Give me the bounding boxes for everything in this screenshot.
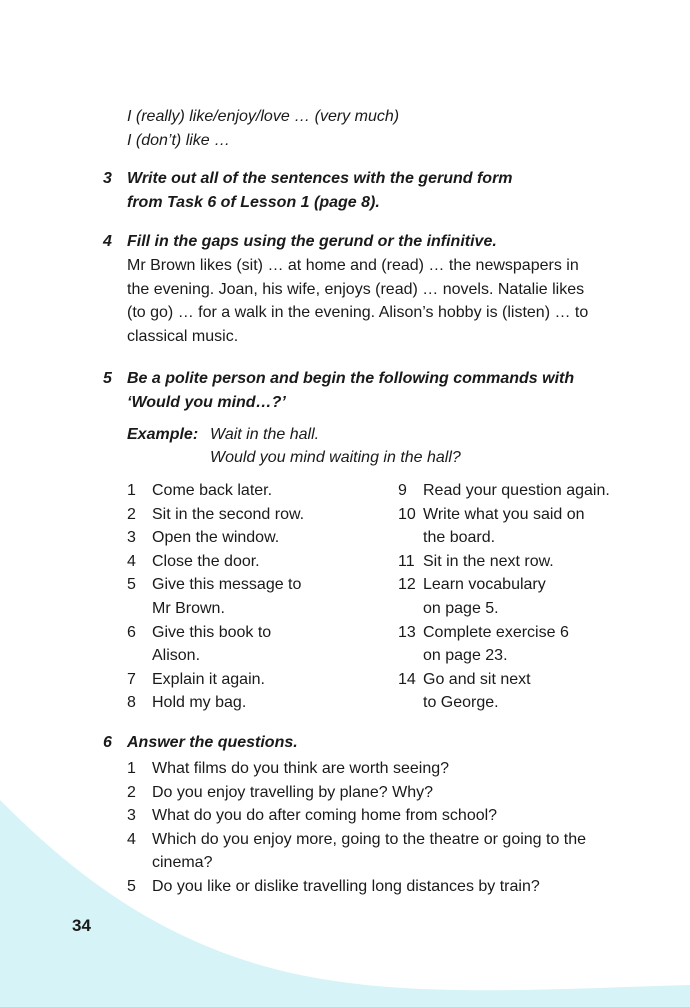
task-4-text-line: (to go) … for a walk in the evening. Alison’s hobby is (listen) … to xyxy=(127,304,589,321)
item-number: 13 xyxy=(398,624,416,641)
command-item-11 xyxy=(398,550,554,574)
command-item-4 xyxy=(127,550,260,574)
command-item-3 xyxy=(127,526,279,550)
task-4-text-line: the evening. Joan, his wife, enjoys (read) … novels. Natalie likes xyxy=(127,281,585,298)
example-line-2: Would you mind waiting in the hall? xyxy=(210,449,461,466)
task-5-number: 5 xyxy=(103,370,112,387)
command-item-5-cont: Mr Brown. xyxy=(152,600,225,617)
item-number: 2 xyxy=(127,506,136,523)
task-4-text-line: Mr Brown likes (sit) … at home and (read) … the newspapers in xyxy=(127,257,579,274)
item-number: 10 xyxy=(398,506,416,523)
item-number: 5 xyxy=(127,576,136,593)
page-number: 34 xyxy=(72,916,91,935)
item-text: Hold my bag. xyxy=(152,694,247,711)
item-number: 4 xyxy=(127,831,136,848)
item-text: What do you do after coming home from school? xyxy=(152,807,498,824)
example-line-1: Wait in the hall. xyxy=(210,426,320,443)
command-item-9 xyxy=(398,479,610,503)
item-text: Write what you said on xyxy=(423,506,585,523)
task-6-number: 6 xyxy=(103,734,112,751)
question-item-3 xyxy=(127,804,497,828)
task-3-number: 3 xyxy=(103,170,112,187)
item-text: Complete exercise 6 xyxy=(423,624,569,641)
task-4-text-line: classical music. xyxy=(127,328,239,345)
item-text: Close the door. xyxy=(152,553,260,570)
item-text: Open the window. xyxy=(152,529,280,546)
command-item-5 xyxy=(127,573,301,597)
item-number: 1 xyxy=(127,482,136,499)
task-5-title-line-2: ‘Would you mind…?’ xyxy=(127,394,286,411)
item-number: 14 xyxy=(398,671,416,688)
intro-line-2: I (don’t) like … xyxy=(127,132,231,149)
item-text: Which do you enjoy more, going to the theatre or going to the xyxy=(152,831,587,848)
item-number: 1 xyxy=(127,760,136,777)
example-label: Example: xyxy=(127,426,199,443)
question-item-4 xyxy=(127,828,586,852)
item-number: 4 xyxy=(127,553,136,570)
command-item-6-cont: Alison. xyxy=(152,647,201,664)
command-item-12-cont: on page 5. xyxy=(423,600,499,617)
question-item-5 xyxy=(127,875,540,899)
item-text: Do you like or dislike travelling long distances by train? xyxy=(152,878,540,895)
item-number: 5 xyxy=(127,878,136,895)
item-number: 8 xyxy=(127,694,136,711)
command-item-2 xyxy=(127,503,304,527)
question-item-1 xyxy=(127,757,449,781)
command-item-14-cont: to George. xyxy=(423,694,499,711)
item-number: 7 xyxy=(127,671,136,688)
command-item-7 xyxy=(127,668,265,692)
command-item-13-cont: on page 23. xyxy=(423,647,508,664)
task-3-title-line-2: from Task 6 of Lesson 1 (page 8). xyxy=(127,194,380,211)
item-number: 11 xyxy=(398,553,415,570)
command-item-8 xyxy=(127,691,246,715)
question-item-4-cont: cinema? xyxy=(152,854,213,871)
item-number: 9 xyxy=(398,482,407,499)
item-text: Give this book to xyxy=(152,624,272,641)
task-5-title-line-1: Be a polite person and begin the following commands with xyxy=(127,370,575,387)
task-4-number: 4 xyxy=(103,233,112,250)
command-item-1 xyxy=(127,479,272,503)
item-number: 2 xyxy=(127,784,136,801)
item-text: What films do you think are worth seeing? xyxy=(152,760,450,777)
item-text: Read your question again. xyxy=(423,482,610,499)
task-3-title-line-1: Write out all of the sentences with the gerund form xyxy=(127,170,513,187)
item-text: Give this message to xyxy=(152,576,302,593)
command-item-10 xyxy=(398,503,585,527)
item-text: Sit in the next row. xyxy=(423,553,554,570)
command-item-14 xyxy=(398,668,531,692)
command-item-13 xyxy=(398,621,569,645)
item-text: Do you enjoy travelling by plane? Why? xyxy=(152,784,434,801)
item-number: 3 xyxy=(127,529,136,546)
item-text: Go and sit next xyxy=(423,671,531,688)
item-text: Learn vocabulary xyxy=(423,576,546,593)
item-number: 6 xyxy=(127,624,136,641)
task-6-title: Answer the questions. xyxy=(127,734,298,751)
intro-line-1: I (really) like/enjoy/love … (very much) xyxy=(127,108,400,125)
item-text: Explain it again. xyxy=(152,671,265,688)
item-number: 3 xyxy=(127,807,136,824)
command-item-12 xyxy=(398,573,546,597)
item-text: Sit in the second row. xyxy=(152,506,305,523)
question-item-2 xyxy=(127,781,433,805)
command-item-10-cont: the board. xyxy=(423,529,496,546)
item-text: Come back later. xyxy=(152,482,273,499)
item-number: 12 xyxy=(398,576,416,593)
task-4-title: Fill in the gaps using the gerund or the infinitive. xyxy=(127,233,497,250)
command-item-6 xyxy=(127,621,271,645)
